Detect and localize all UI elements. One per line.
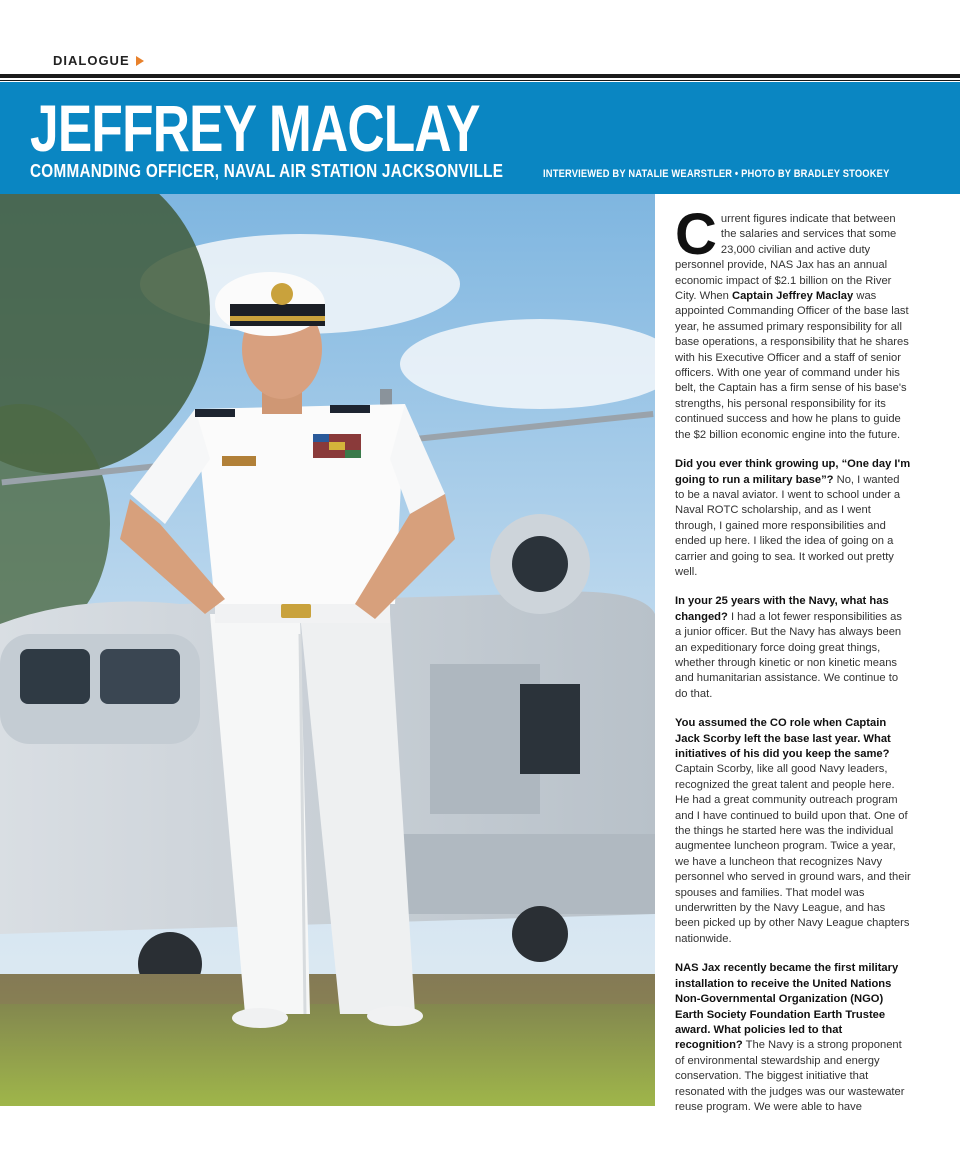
section-label <box>53 53 144 68</box>
section-label-text: DIALOGUE <box>53 53 130 68</box>
intro-text-1: urrent figures indicate that between the salaries and services that some 23,000 civilian and active duty personnel provide, NAS Jax has an annual economic impact of $2.1 billion on the River City. When <box>675 213 897 303</box>
subject-role: COMMANDING OFFICER, NAVAL AIR STATION JACKSONVILLE <box>30 161 504 181</box>
qa-answer: The Navy is a strong proponent of environmental stewardship and energy conservation. The biggest initiative that resonated with the judges was our wastewater reuse program. We were able to have <box>675 1039 905 1113</box>
qa-paragraph <box>675 961 911 1115</box>
header-rule <box>0 74 960 78</box>
intro-text-2: was appointed Commanding Officer of the base last year, he assumed primary responsibility for all base operations, a responsibility that he shares with his Executive Officer and a staff of senior officers. With one year of command under his belt, the Captain has a firm sense of his base's strengths, his personal responsibility for its continued success and how he plans to guide the $2 billion economic engine into the future. <box>675 290 909 441</box>
header-rule-thin <box>0 80 960 81</box>
intro-paragraph <box>675 202 911 443</box>
intro-bold-name: Captain Jeffrey Maclay <box>732 290 854 303</box>
title-banner <box>0 82 960 194</box>
subtitle-row <box>30 161 950 182</box>
qa-question: In your 25 years with the Navy, what has changed? <box>675 595 889 623</box>
qa-paragraph <box>675 716 911 947</box>
page-title: JEFFREY MACLAY <box>30 91 480 165</box>
qa-question: Did you ever think growing up, “One day I'm going to run a military base”? <box>675 458 911 486</box>
qa-answer: No, I wanted to be a naval aviator. I went to school under a Naval ROTC scholarship, and as I went through, I gained more responsibilities and ended up here. I liked the idea of going on a carrier and going to sea. It worked out pretty well. <box>675 473 901 578</box>
qa-answer: I had a lot fewer responsibilities as a junior officer. But the Navy has always been an expeditionary force doing great things, whether through kinetic or non kinetic means and humanitarian assistance. We continue to do that. <box>675 610 902 700</box>
play-triangle-icon <box>136 56 144 66</box>
qa-question: You assumed the CO role when Captain Jack Scorby left the base last year. What initiatives of his did you keep the same? <box>675 717 891 760</box>
portrait-photo <box>0 194 655 1106</box>
qa-question: NAS Jax recently became the first military installation to receive the United Nations Non-Governmental Organization (NGO) Earth Society Foundation Earth Trustee award. What policies led to that recognition? <box>675 962 899 1052</box>
qa-paragraph <box>675 594 911 702</box>
drop-cap: C <box>675 202 717 267</box>
qa-answer: Captain Scorby, like all good Navy leaders, recognized the great talent and people here. He had a great community outreach program and I have continued to build upon that. One of the things he started here was the individual augmentee luncheon program. Twice a year, we have a luncheon that recognizes Navy personnel who served in ground wars, and their spouses and families. That model was underwritten by the Navy League, and has been picked up by other Navy League chapters nationwide. <box>675 763 911 945</box>
article-body <box>675 202 911 1129</box>
qa-paragraph <box>675 457 911 580</box>
credits-line: INTERVIEWED BY NATALIE WEARSTLER • PHOTO BY BRADLEY STOOKEY <box>542 168 890 180</box>
